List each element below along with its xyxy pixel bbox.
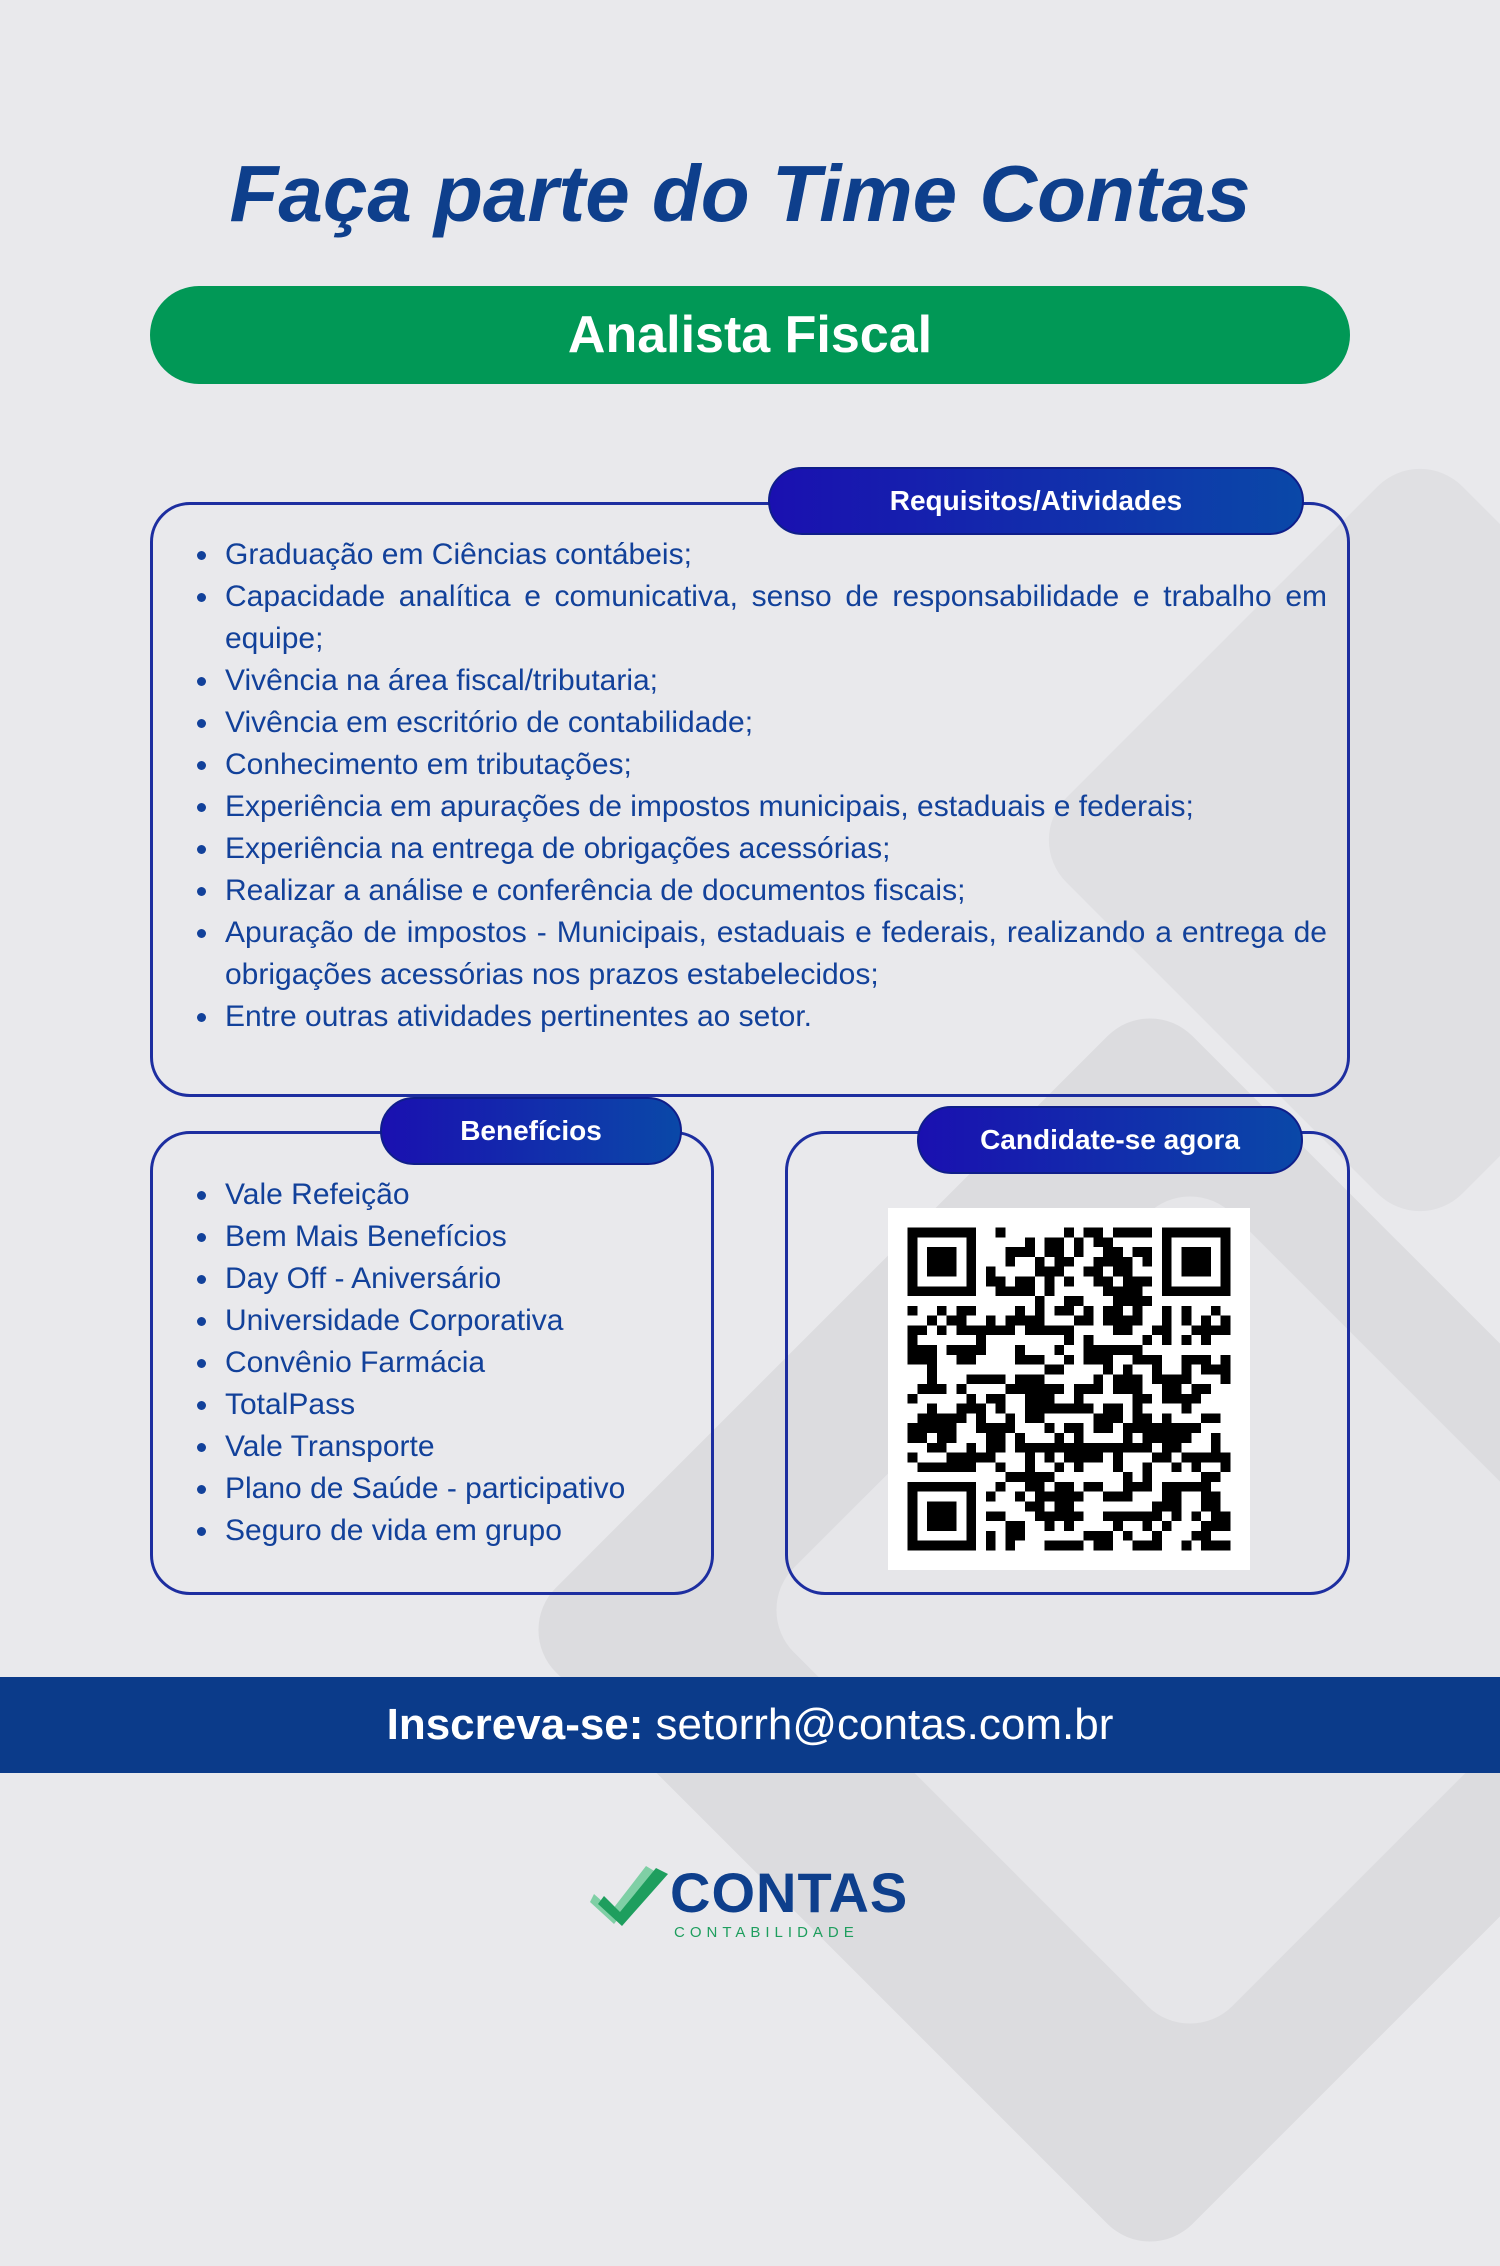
list-item: Conhecimento em tributações; (193, 744, 1327, 786)
list-item: Vivência em escritório de contabilidade; (193, 702, 1327, 744)
list-item: Universidade Corporativa (193, 1300, 713, 1342)
qr-code-graphic (888, 1208, 1250, 1570)
logo (590, 1858, 920, 1948)
apply-heading: Candidate-se agora (917, 1106, 1303, 1174)
role-banner (150, 286, 1350, 384)
list-item: Seguro de vida em grupo (193, 1510, 713, 1552)
list-item: Apuração de impostos - Municipais, estaduais e federais, realizando a entrega de obrigações acessórias nos prazos estabelecidos; (193, 912, 1327, 996)
list-item: Experiência na entrega de obrigações acessórias; (193, 828, 1327, 870)
logo-subtitle: CONTABILIDADE (674, 1924, 859, 1941)
list-item: Graduação em Ciências contábeis; (193, 534, 1327, 576)
requirements-heading: Requisitos/Atividades (768, 467, 1304, 535)
footer-bar (0, 1677, 1500, 1773)
footer-label: Inscreva-se: (386, 1700, 644, 1749)
headline: Faça parte do Time Contas (229, 149, 1251, 238)
list-item: Plano de Saúde - participativo (193, 1468, 713, 1510)
list-item: Convênio Farmácia (193, 1342, 713, 1384)
list-item: Entre outras atividades pertinentes ao setor. (193, 996, 1327, 1038)
list-item: Vivência na área fiscal/tributaria; (193, 660, 1327, 702)
list-item: Bem Mais Benefícios (193, 1216, 713, 1258)
logo-wordmark: CONTAS (670, 1861, 909, 1924)
list-item: Realizar a análise e conferência de documentos fiscais; (193, 870, 1327, 912)
qr-code-icon[interactable] (888, 1208, 1250, 1570)
list-item: TotalPass (193, 1384, 713, 1426)
benefits-list (193, 1174, 713, 1552)
list-item: Vale Refeição (193, 1174, 713, 1216)
list-item: Vale Transporte (193, 1426, 713, 1468)
list-item: Day Off - Aniversário (193, 1258, 713, 1300)
role-title: Analista Fiscal (567, 306, 933, 364)
benefits-heading: Benefícios (380, 1097, 682, 1165)
footer-email[interactable]: setorrh@contas.com.br (655, 1700, 1114, 1749)
requirements-list (193, 534, 1327, 1038)
list-item: Capacidade analítica e comunicativa, senso de responsabilidade e trabalho em equipe; (193, 576, 1327, 660)
list-item: Experiência em apurações de impostos municipais, estaduais e federais; (193, 786, 1327, 828)
